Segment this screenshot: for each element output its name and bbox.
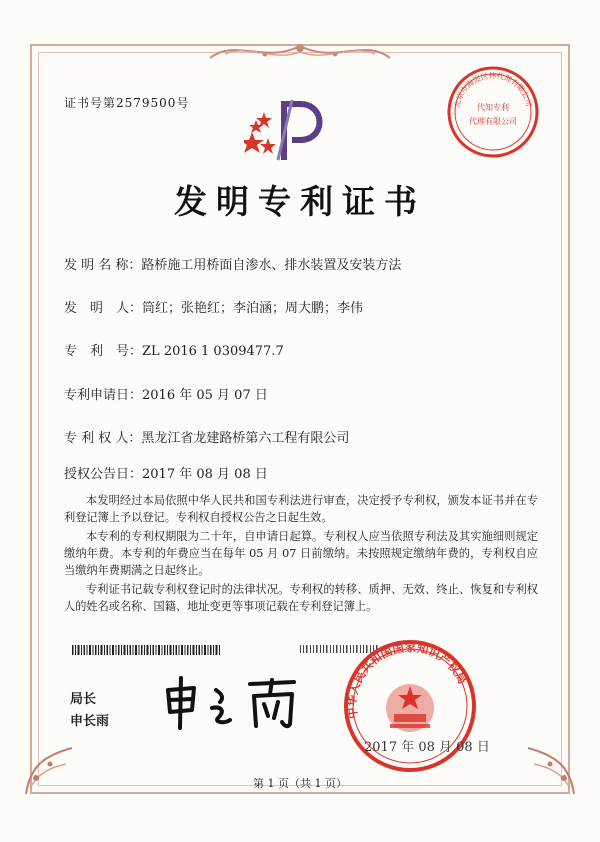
director-name: 申长雨	[70, 713, 110, 728]
grant-date-label: 授权公告日：	[64, 467, 143, 482]
cnipa-logo-icon	[244, 94, 344, 166]
top-ornament-icon	[205, 36, 395, 66]
certificate-number: 证书号第2579500号	[64, 96, 190, 110]
invention-name-value: 路桥施工用桥面自渗水、排水装置及安装方法	[141, 258, 402, 273]
inventors-row	[64, 297, 363, 316]
body-paragraph: 本专利的专利权期限为二十年，自申请日起算。专利权人应当依照专利法及其实施细则规定缴纳年费。本专利的年费应当在每年 05 月 07 日前缴纳。未按照规定缴纳年费的，专利权自应当缴纳年费期满之日起终止。	[64, 530, 538, 577]
filing-date-row	[64, 384, 268, 403]
patent-number-value: ZL 2016 1 0309477.7	[142, 344, 284, 359]
filing-date-label: 专利申请日：	[64, 388, 143, 403]
grant-date-value: 2017 年 08 月 08 日	[142, 467, 268, 482]
invention-name-label: 发 明 名 称：	[64, 258, 142, 273]
patent-number-label: 专 利 号：	[64, 344, 143, 359]
issue-date: 2017 年 08 月 08 日	[364, 740, 490, 755]
body-paragraph: 专利证书记载专利权登记时的法律状况。专利权的转移、质押、无效、终止、恢复和专利权人的姓名或名称、国籍、地址变更等事项记载在专利登记簿上。	[64, 583, 538, 613]
patentee-label: 专 利 权 人：	[64, 431, 142, 446]
inventors-label: 发 明 人：	[64, 301, 143, 316]
cnipa-seal-icon	[340, 636, 480, 776]
director-title: 局长	[70, 691, 97, 706]
agency-seal-icon	[445, 64, 541, 160]
page-footer: 第 1 页（共 1 页）	[253, 777, 347, 790]
svg-text:中华人民共和国国家知识产权局: 中华人民共和国国家知识产权局	[344, 640, 470, 720]
filing-date-value: 2016 年 05 月 07 日	[142, 388, 268, 403]
patentee-row	[64, 427, 349, 446]
certificate-title: 发明专利证书	[174, 182, 426, 221]
grant-date-row	[64, 463, 268, 482]
certificate-body	[64, 492, 538, 617]
signature-icon	[160, 672, 310, 732]
svg-text:北京市海淀区林代理有限公司: 北京市海淀区林代理有限公司	[452, 70, 534, 109]
inventors-value: 筒红；张艳红；李泊涵；周大鹏；李伟	[142, 301, 364, 316]
patent-number-row	[64, 340, 284, 359]
body-paragraph: 本发明经过本局依照中华人民共和国专利法进行审查，决定授予专利权，颁发本证书并在专利登记簿上予以登记。专利权自授权公告之日起生效。	[64, 494, 538, 524]
svg-text:代知专利: 代知专利	[477, 103, 509, 112]
barcode-icon	[72, 645, 222, 655]
patentee-value: 黑龙江省龙建路桥第六工程有限公司	[141, 431, 350, 446]
svg-text:代理有限公司: 代理有限公司	[469, 117, 517, 126]
invention-name-row	[64, 254, 401, 273]
